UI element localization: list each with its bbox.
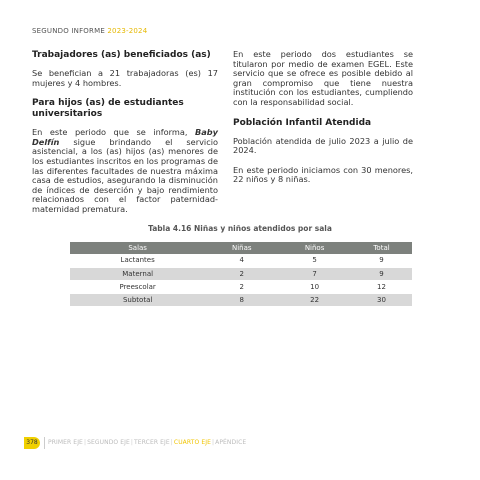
right-column [233,50,413,195]
header-prefix: SEGUNDO INFORME [32,27,105,35]
table-row [70,254,412,267]
cell-sala: Maternal [70,267,205,280]
page-number: 378 [24,437,40,449]
section-heading-population: Población Infantil Atendida [233,117,372,128]
cell-ninas: 4 [205,254,278,267]
cell-sala: Lactantes [70,254,205,267]
cell-total: 30 [351,293,412,306]
paragraph-body: sigue brindando el servicio asistencial, a los (as) hijos (as) menores de los estudiantes inscritos en los programas de las diferentes facultades de nuestra máxima casa de estudios, asegurando la disminución de índices de deserción y bajo rendimiento relacionados con el factor paternidad-maternidad prematura. [32,136,218,214]
nav-separator: | [130,439,134,446]
nav-link-tercer-eje[interactable]: TERCER EJE [134,439,170,446]
population-period-paragraph: Población atendida de julio 2023 a julio de 2024. [233,135,413,156]
section-heading-students-children: Para hijos (as) de estudiantes universitarios [32,98,184,120]
cell-ninas: 2 [205,267,278,280]
table-row-subtotal [70,293,412,306]
baby-delfin-name: Baby Delfín [32,127,218,147]
left-column [32,50,218,225]
table-caption: Tabla 4.16 Niñas y niños atendidos por sala [148,224,332,233]
cell-ninas: 8 [205,293,278,306]
cell-sala: Subtotal [70,293,205,306]
running-header [32,27,147,35]
cell-total: 12 [351,280,412,293]
nav-link-segundo-eje[interactable]: SEGUNDO EJE [87,439,130,446]
table-row [70,267,412,280]
rooms-table [70,242,412,307]
section-nav [48,439,246,446]
nav-separator: | [211,439,215,446]
section-heading-workers: Trabajadores (as) beneficiados (as) [32,50,211,60]
cell-ninos: 10 [278,280,351,293]
col-header-total: Total [351,242,412,254]
cell-ninos: 22 [278,293,351,306]
cell-ninas: 2 [205,280,278,293]
nav-link-primer-eje[interactable]: PRIMER EJE [48,439,83,446]
cell-ninos: 5 [278,254,351,267]
nav-link-cuarto-eje[interactable]: CUARTO EJE [173,439,211,446]
col-header-salas: Salas [70,242,205,254]
population-count-paragraph: En este periodo iniciamos con 30 menores, 22 niños y 8 niñas. [233,164,413,185]
cell-total: 9 [351,254,412,267]
baby-delfin-paragraph [32,128,218,214]
cell-sala: Preescolar [70,280,205,293]
paragraph-lead: En este periodo que se informa, [32,127,196,138]
col-header-ninos: Niños [278,242,351,254]
table-row [70,280,412,293]
col-header-ninas: Niñas [205,242,278,254]
nav-separator: | [170,439,173,446]
cell-total: 9 [351,267,412,280]
cell-ninos: 7 [278,267,351,280]
header-year: 2023-2024 [107,27,148,35]
egel-paragraph: En este periodo dos estudiantes se titularon por medio de examen EGEL. Este servicio que se ofrece es posible debido al gran compromiso que tiene nuestra institución con los estudiantes, cumpliendo con la responsabilidad social. [233,49,413,107]
footer-divider [44,437,45,449]
nav-link-apendice[interactable]: APÉNDICE [215,439,247,446]
workers-paragraph: Se benefician a 21 trabajadoras (es) 17 mujeres y 4 hombres. [32,68,218,88]
nav-separator: | [83,439,87,446]
table-header-row [70,242,412,254]
